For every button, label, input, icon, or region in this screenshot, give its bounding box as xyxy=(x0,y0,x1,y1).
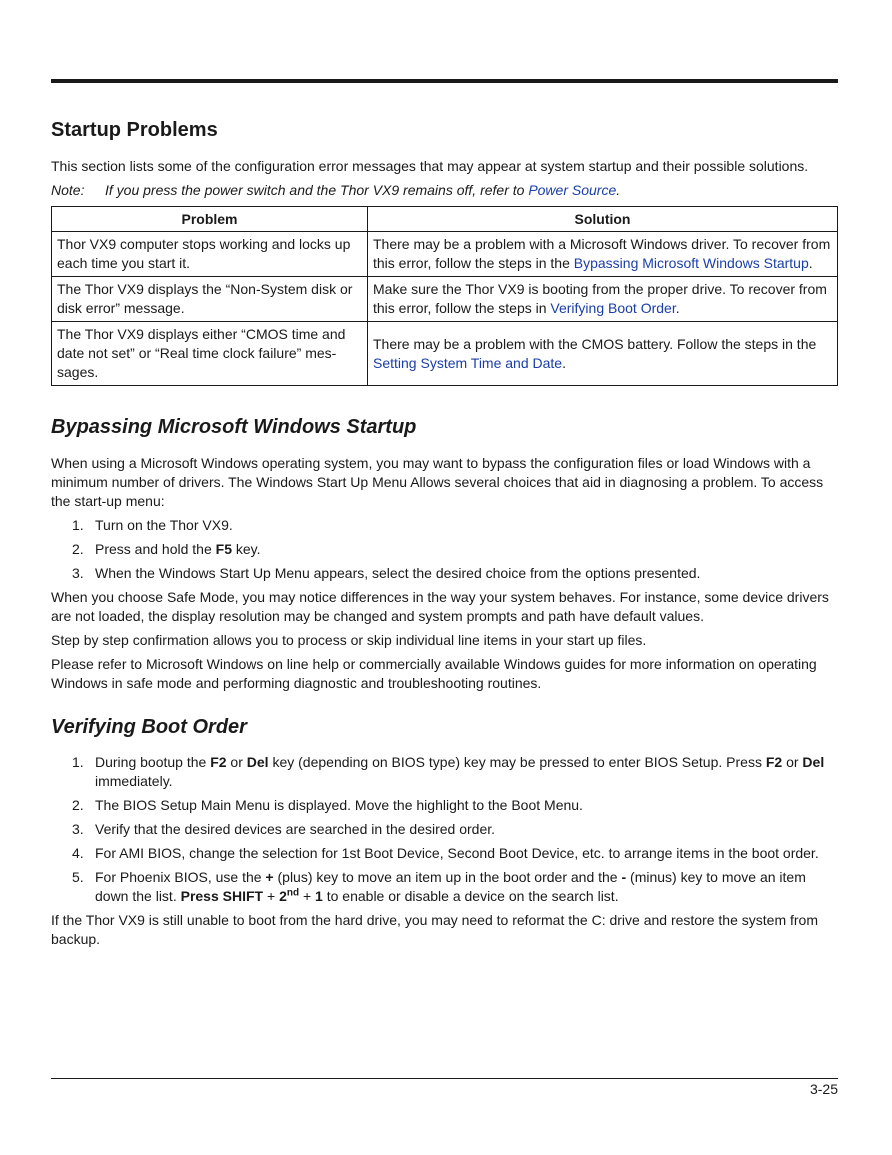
bypass-intro: When using a Microsoft Windows operating system, you may want to bypass the configuration files or load Windows with a minimum number of drivers. The Windows Start Up Menu Allows several choices that aid in diagnosing a problem. To access the start-up menu: xyxy=(51,455,824,509)
note-text: If you press the power switch and the Thor VX9 remains off, refer to xyxy=(105,182,529,198)
bypass-heading: Bypassing Microsoft Windows Startup xyxy=(51,416,417,438)
solution-column-header: Solution xyxy=(368,207,838,232)
boot-order-heading: Verifying Boot Order xyxy=(51,716,247,738)
table-row xyxy=(52,232,838,277)
closing-paragraph: If the Thor VX9 is still unable to boot from the hard drive, you may need to reformat the C: drive and restore the system from backup. xyxy=(51,912,818,947)
header-rule xyxy=(51,79,838,83)
startup-intro: This section lists some of the configuration error messages that may appear at system startup and their possible solutions. xyxy=(51,158,809,174)
table-row xyxy=(52,322,838,386)
solution-cell: There may be a problem with a Microsoft Windows driver. To recover from this error, follow the steps in the Bypassing Microsoft Windows Startup. xyxy=(368,232,838,277)
f5-key: F5 xyxy=(215,541,232,557)
bypass-section xyxy=(51,415,838,698)
table-row xyxy=(52,277,838,322)
list-item: 1. Turn on the Thor VX9. xyxy=(72,517,233,533)
note-label: Note: xyxy=(51,182,85,198)
list-item: 2. Press and hold the F5 key. xyxy=(72,541,261,557)
step-by-step-paragraph: Step by step confirmation allows you to process or skip individual line items in your start up files. xyxy=(51,632,647,648)
boot-order-steps xyxy=(51,753,838,906)
list-item: 4. For AMI BIOS, change the selection for 1st Boot Device, Second Boot Device, etc. to arrange items in the boot order. xyxy=(72,845,819,861)
problem-cell: Thor VX9 computer stops working and locks up each time you start it. xyxy=(52,232,368,277)
solution-cell: There may be a problem with the CMOS battery. Follow the steps in the Setting System Time and Date. xyxy=(368,322,838,386)
table-header-row xyxy=(52,207,838,232)
list-item: 5. For Phoenix BIOS, use the + (plus) key to move an item up in the boot order and the - (minus) key to move an item down the list. Press SHIFT + 2nd + 1 to enable or disable a device on the search list. xyxy=(72,869,806,904)
solution-cell: Make sure the Thor VX9 is booting from the proper drive. To recover from this error, follow the steps in Verifying Boot Order. xyxy=(368,277,838,322)
problem-cell: The Thor VX9 displays either “CMOS time and date not set” or “Real time clock failure” mes-sages. xyxy=(52,322,368,386)
list-item: 2. The BIOS Setup Main Menu is displayed. Move the highlight to the Boot Menu. xyxy=(72,797,583,813)
problem-column-header: Problem xyxy=(52,207,368,232)
startup-problems-table xyxy=(51,206,838,386)
page-number: 3-25 xyxy=(809,1081,838,1097)
boot-order-section xyxy=(51,715,838,954)
list-item: 3. Verify that the desired devices are searched in the desired order. xyxy=(72,821,496,837)
bypassing-windows-startup-link[interactable]: Bypassing Microsoft Windows Startup xyxy=(573,255,809,271)
bypass-steps xyxy=(51,516,838,583)
windows-help-paragraph: Please refer to Microsoft Windows on line help or commercially available Windows guides for more information on operating Windows in safe mode and performing diagnostic and troubleshooting routines. xyxy=(51,656,817,691)
list-item: 1. During bootup the F2 or Del key (depending on BIOS type) key may be pressed to enter BIOS Setup. Press F2 or Del immediately. xyxy=(72,754,825,789)
verifying-boot-order-link[interactable]: Verifying Boot Order xyxy=(550,300,676,316)
power-source-link[interactable]: Power Source xyxy=(528,182,617,198)
note: Note: If you press the power switch and the Thor VX9 remains off, refer to Power Source. xyxy=(51,182,621,198)
problem-cell: The Thor VX9 displays the “Non-System disk or disk error” message. xyxy=(52,277,368,322)
safe-mode-paragraph: When you choose Safe Mode, you may notice differences in the way your system behaves. For instance, some device drivers are not loaded, the display resolution may be changed and system prompts and path have default values. xyxy=(51,589,829,624)
footer-rule xyxy=(51,1078,838,1079)
setting-system-time-link[interactable]: Setting System Time and Date xyxy=(373,354,563,371)
list-item: 3. When the Windows Start Up Menu appears, select the desired choice from the options presented. xyxy=(72,565,701,581)
startup-problems-heading: Startup Problems xyxy=(51,119,218,141)
